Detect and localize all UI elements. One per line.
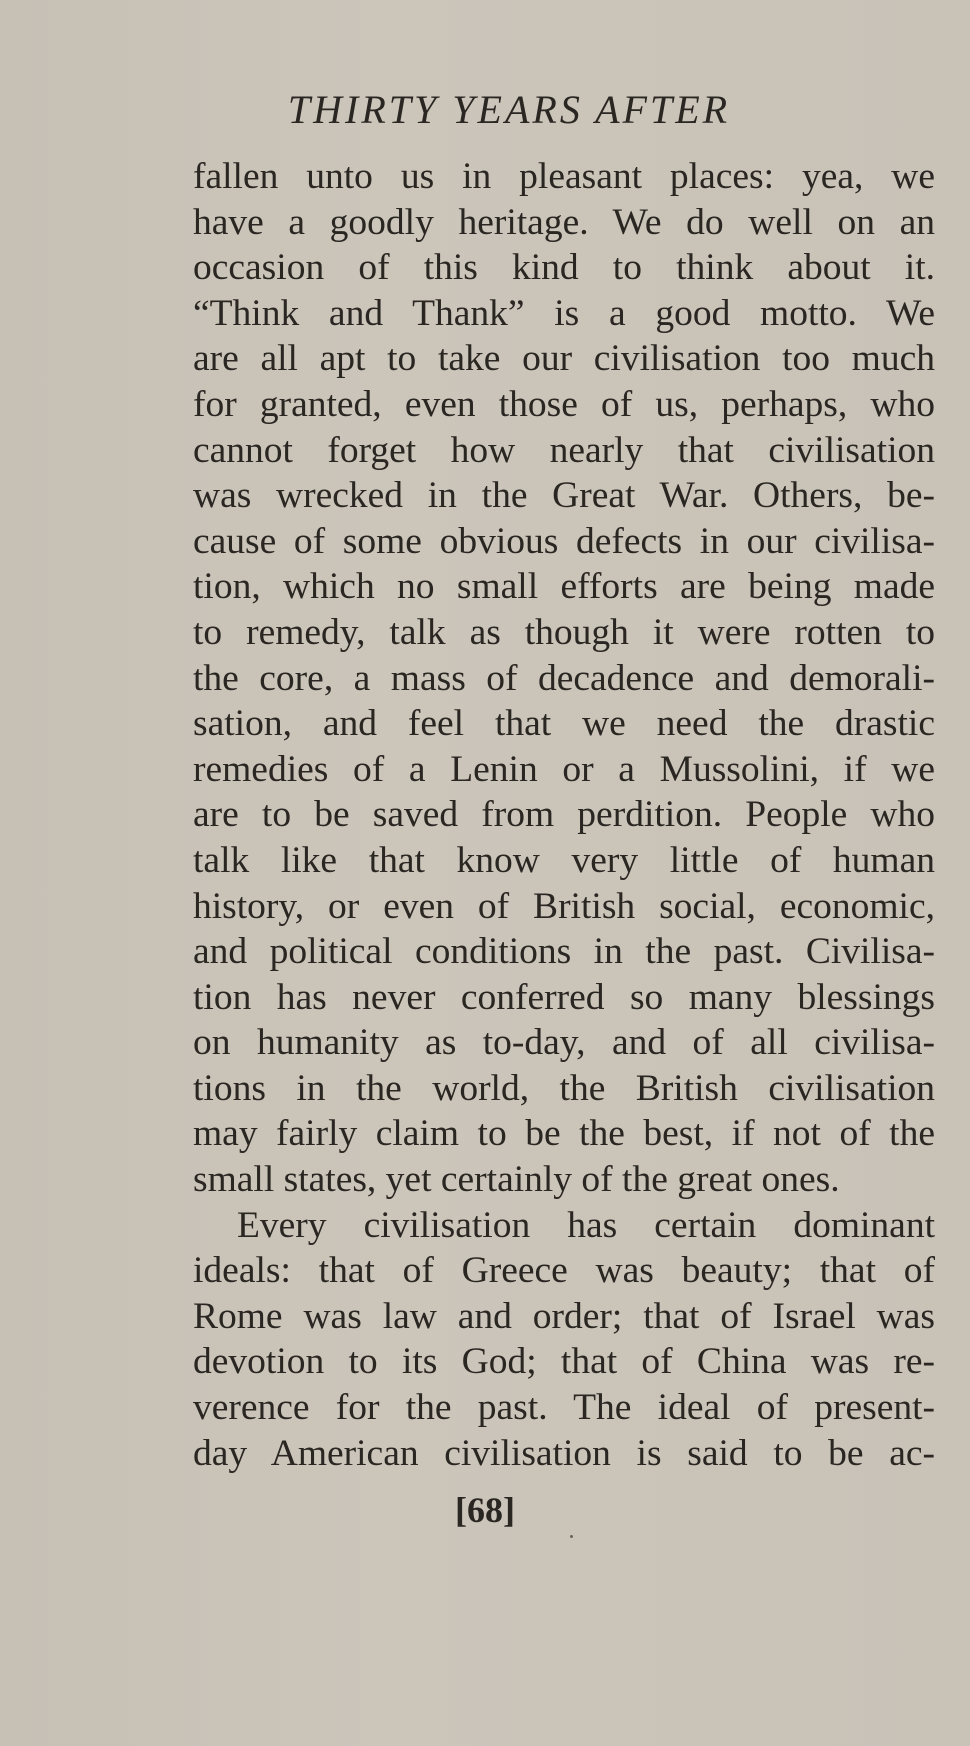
text-line: may fairly claim to be the best, if not of the: [193, 1113, 935, 1155]
text-line: Rome was law and order; that of Israel was: [193, 1295, 935, 1337]
text-line: small states, yet certainly of the great ones.: [193, 1159, 840, 1201]
text-line: the core, a mass of decadence and demorali-: [193, 657, 935, 699]
text-line: occasion of this kind to think about it.: [193, 247, 935, 289]
text-line: tions in the world, the British civilisation: [193, 1067, 935, 1109]
text-line: tion, which no small efforts are being made: [193, 566, 935, 608]
running-head: THIRTY YEARS AFTER: [287, 87, 731, 132]
text-line: for granted, even those of us, perhaps, who: [193, 383, 935, 425]
text-line: history, or even of British social, economic,: [193, 885, 935, 927]
text-line: cannot forget how nearly that civilisation: [193, 429, 935, 471]
text-line: day American civilisation is said to be ac-: [193, 1432, 935, 1474]
text-line: “Think and Thank” is a good motto. We: [193, 292, 935, 334]
page-mark: [570, 1535, 573, 1538]
text-line: have a goodly heritage. We do well on an: [193, 201, 935, 243]
text-line: tion has never conferred so many blessings: [193, 976, 935, 1018]
text-line: are to be saved from perdition. People who: [193, 794, 935, 836]
text-line: sation, and feel that we need the drastic: [193, 703, 935, 745]
text-line: remedies of a Lenin or a Mussolini, if we: [193, 748, 935, 790]
text-line: devotion to its God; that of China was re-: [193, 1341, 935, 1383]
text-line: was wrecked in the Great War. Others, be-: [193, 475, 935, 517]
text-line: Every civilisation has certain dominant: [237, 1204, 935, 1246]
text-line: and political conditions in the past. Civilisa-: [193, 931, 935, 973]
text-line: fallen unto us in pleasant places: yea, we: [193, 156, 935, 197]
text-line: cause of some obvious defects in our civilisa-: [193, 520, 935, 562]
text-line: to remedy, talk as though it were rotten to: [193, 611, 935, 653]
page-number: [68]: [455, 1490, 515, 1530]
text-line: verence for the past. The ideal of present-: [193, 1387, 935, 1429]
text-line: talk like that know very little of human: [193, 839, 935, 881]
text-line: ideals: that of Greece was beauty; that of: [193, 1250, 935, 1292]
text-line: on humanity as to-day, and of all civilisa-: [193, 1022, 935, 1064]
body-text: [193, 154, 935, 1476]
text-line: are all apt to take our civilisation too much: [193, 338, 935, 380]
